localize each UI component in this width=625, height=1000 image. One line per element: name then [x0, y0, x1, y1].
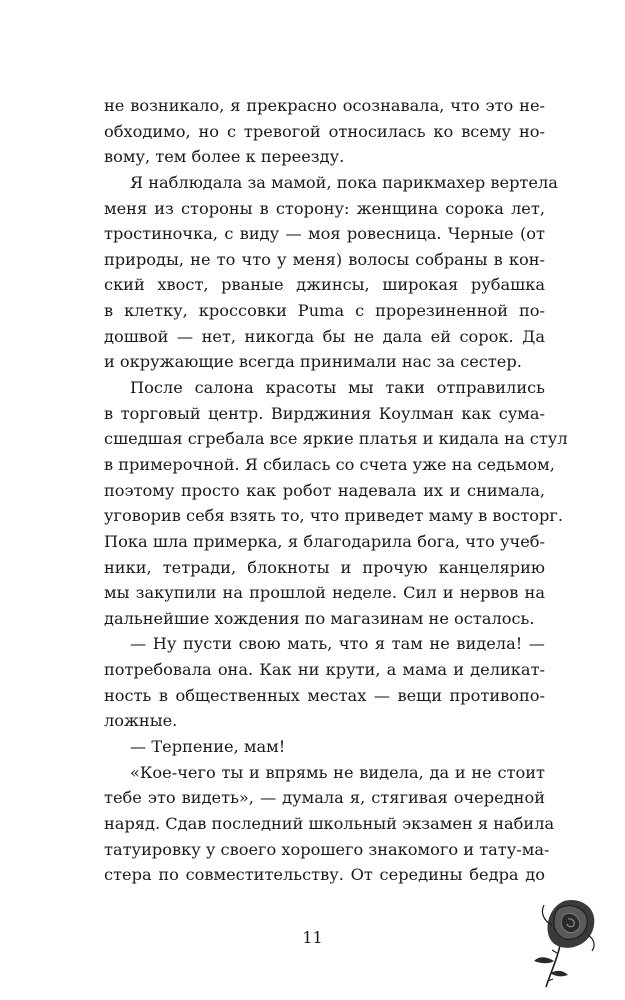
text-line: потребовала она. Как ни крути, а мама и деликат- — [104, 660, 545, 680]
text-line: в торговый центр. Вирджиния Коулман как сума- — [104, 403, 545, 423]
text-line: тростиночка, с виду — моя ровесница. Черные (от — [104, 224, 545, 244]
text-line: тебе это видеть», — думала я, стягивая очередной — [104, 788, 545, 808]
text-line: ский хвост, рваные джинсы, широкая рубашка — [104, 275, 545, 295]
text-line: — Терпение, мам! — [130, 737, 286, 757]
text-line: «Кое-чего ты и впрямь не видела, да и не стоит — [130, 762, 545, 782]
rose-icon — [530, 895, 598, 990]
text-line: не возникало, я прекрасно осознавала, что это не- — [104, 96, 545, 115]
text-line: Пока шла примерка, я благодарила бога, что учеб- — [104, 531, 545, 551]
text-line: — Ну пусти свою мать, что я там не видела! — — [130, 634, 545, 654]
text-line: После салона красоты мы таки отправились — [130, 378, 545, 398]
text-line: меня из стороны в сторону: женщина сорока лет, — [104, 198, 545, 218]
page-number: 11 — [302, 928, 323, 947]
text-line: дошвой — нет, никогда бы не дала ей сорок. Да — [104, 326, 545, 346]
text-line: в клетку, кроссовки Puma с прорезиненной по- — [104, 301, 545, 321]
text-line: мы закупили на прошлой неделе. Сил и нервов на — [104, 583, 545, 603]
text-line: стера по совместительству. От середины бедра до — [104, 865, 545, 885]
text-line: сшедшая сгребала все яркие платья и кидала на стул — [104, 429, 568, 449]
text-line: Я наблюдала за мамой, пока парикмахер вертела — [130, 172, 558, 192]
text-line: в примерочной. Я сбилась со счета уже на седьмом, — [104, 454, 555, 474]
text-line: поэтому просто как робот надевала их и снимала, — [104, 480, 545, 500]
text-line: ложные. — [104, 711, 178, 731]
text-line: ность в общественных местах — вещи противопо- — [104, 685, 545, 705]
text-line: наряд. Сдав последний школьный экзамен я набила — [104, 813, 555, 833]
text-line: татуировку у своего хорошего знакомого и тату-ма- — [104, 839, 550, 859]
text-line: и окружающие всегда принимали нас за сестер. — [104, 352, 522, 372]
text-line: ники, тетради, блокноты и прочую канцелярию — [104, 557, 545, 577]
text-line: природы, не то что у меня) волосы собраны в кон- — [104, 249, 545, 269]
text-line: обходимо, но с тревогой относилась ко всему но- — [104, 121, 545, 141]
text-line: уговорив себя взять то, что приведет маму в восторг. — [104, 506, 564, 526]
text-line: вому, тем более к переезду. — [104, 147, 345, 167]
text-line: дальнейшие хождения по магазинам не осталось. — [104, 608, 535, 628]
body-text — [104, 93, 568, 888]
